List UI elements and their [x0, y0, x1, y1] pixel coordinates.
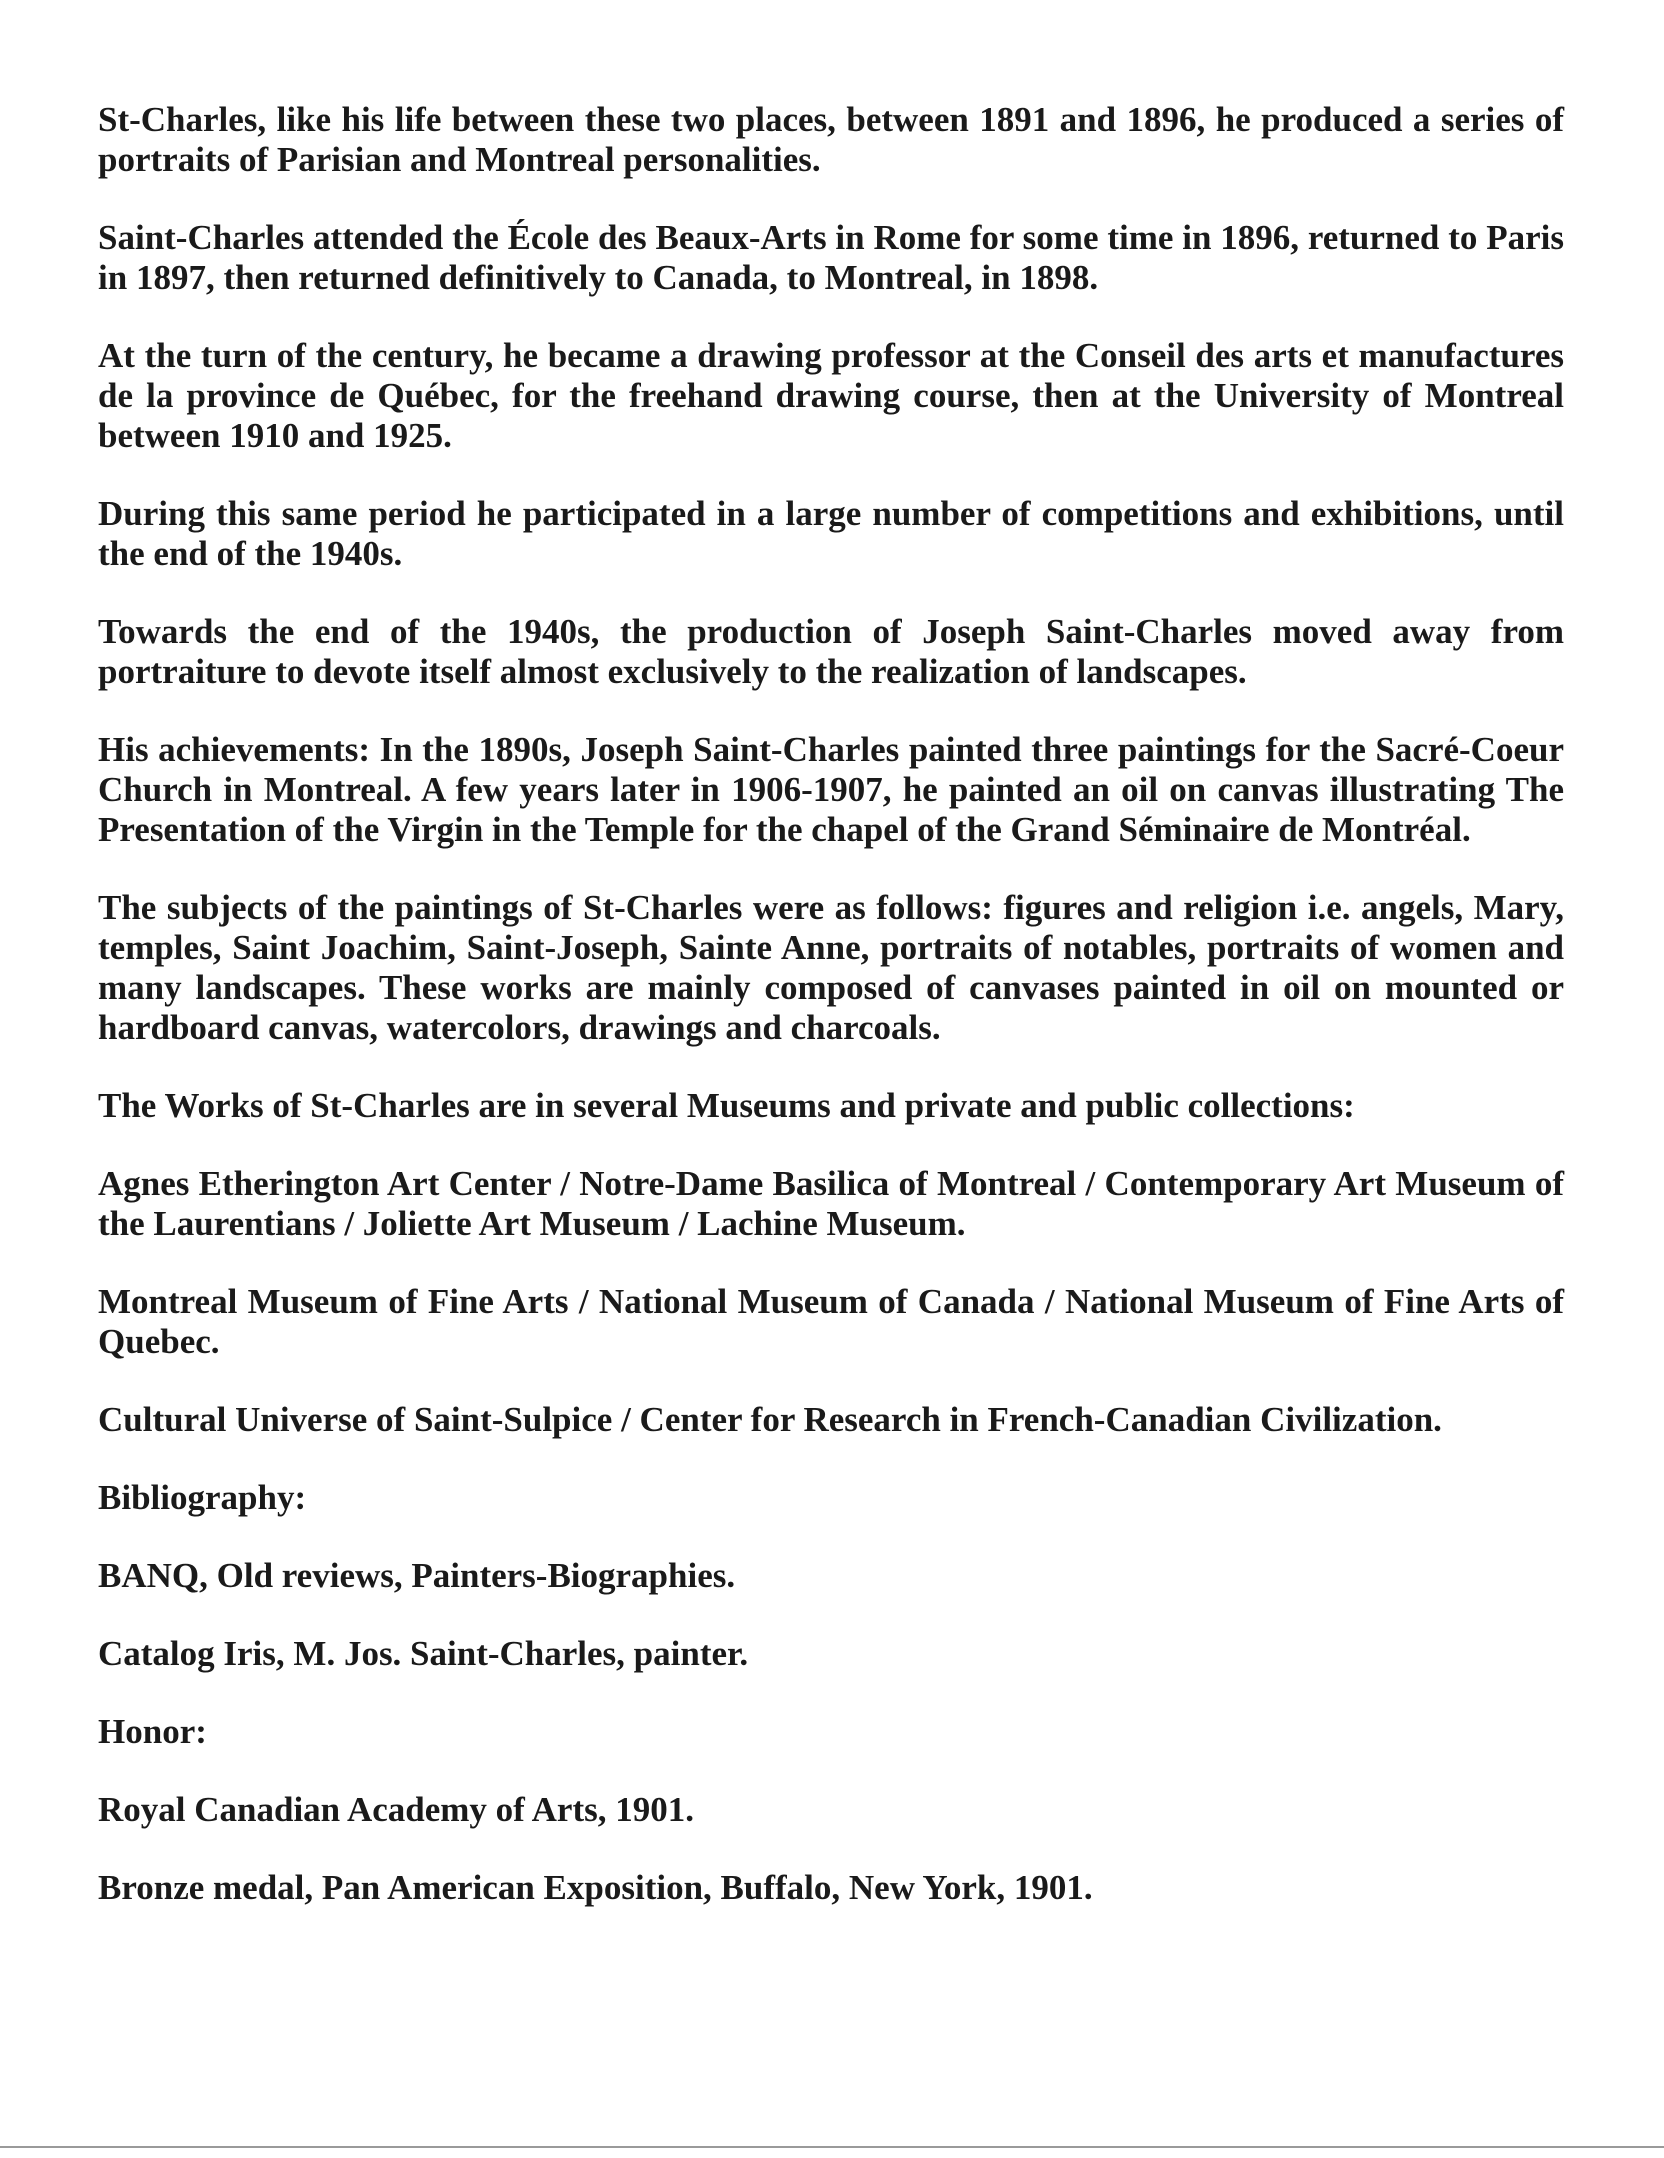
paragraph-collections-1: Agnes Etherington Art Center / Notre-Dame Basilica of Montreal / Contemporary Art Museum of the Laurentians / Joliette Art Museum / Lachine Museum.	[98, 1164, 1564, 1243]
bibliography-item-iris: Catalog Iris, M. Jos. Saint-Charles, painter.	[98, 1634, 749, 1673]
paragraph-early-portraits: St-Charles, like his life between these two places, between 1891 and 1896, he produced a series of portraits of Parisian and Montreal personalities.	[98, 100, 1564, 179]
paragraph-landscapes: Towards the end of the 1940s, the production of Joseph Saint-Charles moved away from portraiture to devote itself almost exclusively to the realization of landscapes.	[98, 612, 1564, 691]
paragraph-exhibitions: During this same period he participated in a large number of competitions and exhibitions, until the end of the 1940s.	[98, 494, 1564, 573]
paragraph-collections-intro: The Works of St-Charles are in several Museums and private and public collections:	[98, 1086, 1355, 1125]
bottom-divider	[0, 2146, 1664, 2148]
document-body	[98, 100, 1564, 1908]
paragraph-subjects: The subjects of the paintings of St-Charles were as follows: figures and religion i.e. angels, Mary, temples, Saint Joachim, Saint-Joseph, Sainte Anne, portraits of notables, portraits of women and many landscapes. These works are mainly composed of canvases painted in oil on mounted or hardboard canvas, watercolors, drawings and charcoals.	[98, 888, 1564, 1047]
heading-honor: Honor:	[98, 1712, 207, 1751]
honor-item-academy: Royal Canadian Academy of Arts, 1901.	[98, 1790, 694, 1829]
paragraph-collections-2: Montreal Museum of Fine Arts / National Museum of Canada / National Museum of Fine Arts of Quebec.	[98, 1282, 1564, 1361]
heading-bibliography: Bibliography:	[98, 1478, 307, 1517]
honor-item-bronze-medal: Bronze medal, Pan American Exposition, Buffalo, New York, 1901.	[98, 1868, 1093, 1907]
bibliography-item-banq: BANQ, Old reviews, Painters-Biographies.	[98, 1556, 736, 1595]
paragraph-achievements: His achievements: In the 1890s, Joseph Saint-Charles painted three paintings for the Sacré-Coeur Church in Montreal. A few years later in 1906-1907, he painted an oil on canvas illustrating The Presentation of the Virgin in the Temple for the chapel of the Grand Séminaire de Montréal.	[98, 730, 1564, 849]
paragraph-collections-3: Cultural Universe of Saint-Sulpice / Center for Research in French-Canadian Civilization.	[98, 1400, 1442, 1439]
paragraph-professorship: At the turn of the century, he became a drawing professor at the Conseil des arts et manufactures de la province de Québec, for the freehand drawing course, then at the University of Montreal between 1910 and 1925.	[98, 336, 1564, 455]
paragraph-rome-paris-montreal: Saint-Charles attended the École des Beaux-Arts in Rome for some time in 1896, returned to Paris in 1897, then returned definitively to Canada, to Montreal, in 1898.	[98, 218, 1564, 297]
